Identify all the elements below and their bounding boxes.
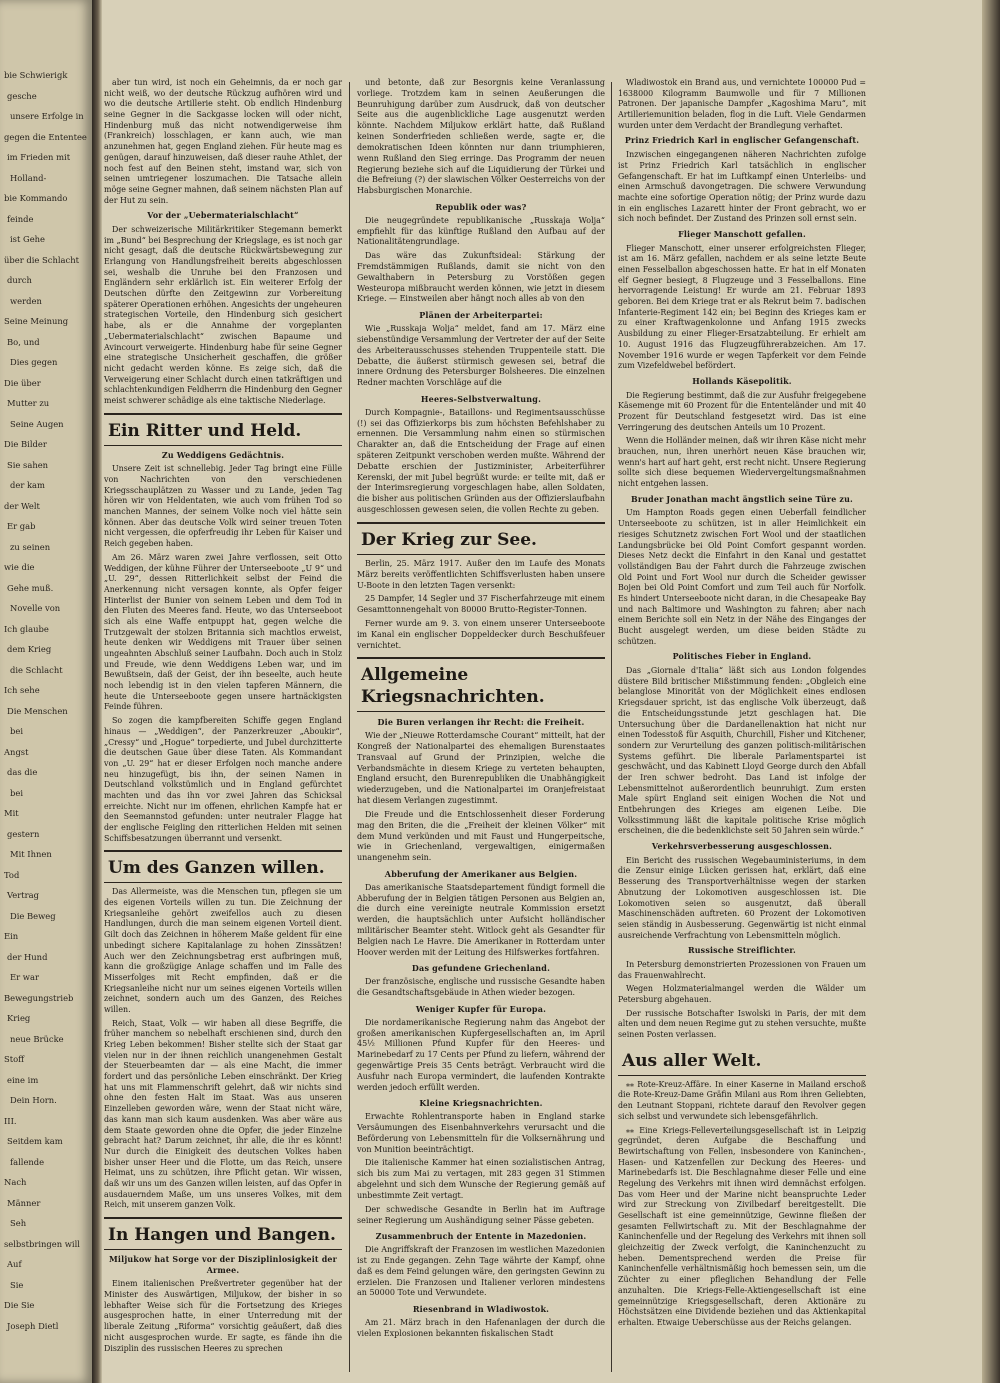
fragment-text: Die über <box>4 377 41 388</box>
article-headline: In Hangen und Bangen. <box>104 1217 342 1250</box>
fragment-text: neue Brücke <box>10 1033 64 1044</box>
fragment-text: Joseph Dietl <box>7 1320 59 1331</box>
fragment-text: dem Krieg <box>7 644 52 654</box>
fragment-text: Er war <box>10 972 39 982</box>
paragraph: Wegen Holzmaterialmangel werden die Wälder um Petersburg abgehauen. <box>618 984 866 1004</box>
fragment-text: Nach <box>4 1177 27 1187</box>
fragment-text: Die Beweg <box>10 910 56 921</box>
fragment-text: Tod <box>4 869 20 880</box>
paragraph: Die neugegründete republikanische „Russkaja Wolja“ empfiehlt für das künftige Rußland den Aufbau auf der Nationalitätengrundlage. <box>357 215 605 247</box>
fragment-text: bie Kommando <box>4 193 68 203</box>
fragment-text: die Schlacht <box>10 664 63 675</box>
paragraph: Der russische Botschafter Iswolski in Paris, der mit dem alten und dem neuen Regime gut zu stehen versuchte, mußte seinen Posten verlassen. <box>618 1008 866 1040</box>
paragraph: Reich, Staat, Volk — wir haben all diese Begriffe, die früher manchem so nebelhaft erschienen sind, durch den Krieg Leben bekommen! Bisher stellte sich der Staat gar vielen nur in der ihnen reichlich unangenehmen Gestalt der Steuerbeamten dar — als eine Macht, die immer fordert und das persönliche Leben einschränkt. Der Krieg hat uns mit Flammenschrift gelehrt, daß wir nichts sind ohne den festen Halt im Staat. Was aus unseren Einzelleben geworden wäre, wenn der Staat nicht wäre, das kann man sich kaum ausdenken. Was aber wäre aus dem Staate geworden ohne die Opfer, die jeder Einzelne gebracht hat? Darum zeichnet, ihr alle, die ihr es könnt! Nur durch die Einigkeit des deutschen Volkes haben bisher unser Heer und die Flotte, um das Reich, unsere Heimat, uns zu schützen, ihre Pflicht getan. Wir wissen, daß wir uns um des Ganzen willen leisten, auf das Opfer in ausdauerndem Maße, um uns unseres Volkes, mit dem Reich, mit unserem ganzen Volk. <box>104 1018 342 1210</box>
paragraph: Wenn die Holländer meinen, daß wir ihren Käse nicht mehr brauchen, nun, ihren unerhört neuen Käse brauchen wir, wenn's hart auf hart geht, erst recht nicht. Unsere Regierung sollte sich diese bequemen Wiedervergeltungsmaßnahmen nicht entgehen lassen. <box>618 436 866 489</box>
article-headline: Aus aller Welt. <box>618 1047 866 1076</box>
subheading: Heeres-Selbstverwaltung. <box>420 393 542 404</box>
fragment-text: eine im <box>7 1074 39 1085</box>
subheading: Hollands Käsepolitik. <box>692 376 792 386</box>
subheading: Miljukow hat Sorge vor der Disziplinlosigkeit der Armee. <box>108 1255 338 1275</box>
page-gutter <box>92 0 102 1383</box>
fragment-text: Sie sahen <box>7 459 49 470</box>
fragment-text: Angst <box>4 746 29 757</box>
fragment-text: III. <box>4 1115 17 1126</box>
paragraph: Das „Giornale d'Italia“ läßt sich aus London folgendes düstere Bild britischer Mißstimmung fenden: „Obgleich eine belanglose Minorität von der Möglichkeit eines endlosen Kriegsdauer spricht, ist das englische Volk überzeugt, daß die Entscheidungsstunde jetzt geschlagen hat. Die Untersuchung über die Dardanellenaktion hat nicht nur einen Todesstoß für Asquith, Churchill, Fisher und Kitchener, sondern zur Verurteilung des ganzen politisch-militärischen Systems geführt. Die liberale Parlamentspartei ist geschwächt, und das Kabinett Lloyd George durch den Abfall der Iren schwer bedroht. Das Land ist infolge der Lebensmittelnot außerordentlich beunruhigt. Zum ersten Male spürt England seit einigen Wochen die Not und Entbehrungen des Krieges am eigenen Leibe. Die Volksstimmung läßt die kapitale politische Krise möglich erscheinen, die die bedenklichste seit 50 Jahren sein würde.“ <box>618 666 866 836</box>
paragraph: Der französische, englische und russische Gesandte haben die Gesandtschaftsgebäude in Athen wieder bezogen. <box>357 977 605 998</box>
fragment-text: Novelle von <box>10 603 61 613</box>
fragment-text: der Hund <box>7 951 48 962</box>
paragraph: Um Hampton Roads gegen einen Ueberfall feindlicher Unterseeboote zu schützen, ist in aller Heimlichkeit ein riesiges Schutznetz zwischen Fort Wool und der staatlichen Landungsbrücke bei Old Point Comfort gespannt worden. Dieses Netz deckt die Einfahrt in den Kanal und gestattet vollständigen Bau der Fahrt durch die Fahrzeuge zwischen Old Point und Fort Wool nur durch die Scheider gewisser Bojen bei Old Point Comfort und zum Teil auch für Norfolk. Es hindert Unterseeboote nicht daran, in die Chesapeake Bay und nach Baltimore und Washington zu fahren; aber nach einem Berichte soll ein Netz in der Nähe des Einganges der Bucht ausgelegt werden, um diese beiden Städte zu schützen. <box>618 508 866 646</box>
page-edge-right <box>982 0 1000 1383</box>
fragment-text: Er gab <box>7 521 36 531</box>
fragment-text: zu seinen <box>10 541 51 552</box>
article-headline: Um des Ganzen willen. <box>104 850 342 883</box>
paragraph: Am 26. März waren zwei Jahre verflossen, seit Otto Weddigen, der kühne Führer der Unterseeboote „U 9“ und „U. 29“, dessen Ritterlichkeit selbst der Feind die Anerkennung nicht versagen konnte, als Opfer feiger Hinterlist der Bunier von seinem Leben und dem Tod in den Fluten des Meeres fand. Heute, wo das Unterseeboot sich als eine Waffe entpuppt hat, gegen welche die Trutzgewalt der stolzen Britannia sich machtlos erweist, heute denken wir Weddigens mit Trauer über seinen ungeahnten Abschluß seiner Laufbahn. Doch auch in Stolz und Freude, wie denn Weddigens Leben war, und im Bewußtsein, daß der Geist, der ihn beseelte, auch heute noch lebendig ist in den vielen tapferen Männern, die heute die Unterseeboote gegen unsere hartnäckigsten Feinde führen. <box>104 552 342 712</box>
fragment-text: das die <box>7 767 38 777</box>
subheading: Weniger Kupfer für Europa. <box>415 1003 547 1014</box>
fragment-text: bei <box>10 787 23 798</box>
paragraph: So zogen die kampfbereiten Schiffe gegen England hinaus — „Weddigen“, der Panzerkreuzer „Aboukir“, „Cressy“ und „Hogue“ torpedierte, und Jubel durchzitterte die deutschen Gaue über diese Taten. Als Kommandant von „U. 29“ hat er dieser Erfolgen noch manche andere neu hinzugefügt, bis ihn, der seinen Namen in Deutschland volkstümlich und in England gefürchtet machten und das ihn vor zwei Jahren das Schicksal erreichte. Nicht nur im offenen, ehrlichen Kampfe hat er den Seemannstod gefunden: unter neutraler Flagge hat der englische Feigling den ritterlichen Helden mit seinen Schiffsbesatzungen überrannt und versenkt. <box>104 716 342 843</box>
paragraph: Wie „Russkaja Wolja“ meldet, fand am 17. März eine siebenstündige Versammlung der Vertreter der auf der Seite des Arbeiterausschusses stehenden Truppenteile statt. Die Debatte, die äußerst stürmisch gewesen sei, betraf die innere Ordnung des Petersburger Bolsheeres. Die einzelnen Redner machten Vorschläge auf die <box>357 324 605 388</box>
subheading: Riesenbrand in Wladiwostok. <box>412 1304 550 1315</box>
paragraph: Das Allermeiste, was die Menschen tun, pflegen sie um des eigenen Vorteils willen zu tun. Die Zeichnung der Kriegsanleihe gehört zweifellos auch zu diesen Handlungen, durch die man seinem eigenen Vorteil dient. Gilt doch das Zeichnen in höherem Maße geldent für eine unbedingt sichere Kapitalanlage zu hohen Zinssätzen! Auch wer den Zeichnungsbetrag erst aufbringen muß, kann die großzügige Anlage schaffen und im Falle des Misserfolges mit Recht empfinden, daß er die Kriegsanleihe nicht nur um seines eigenen Vorteils willen zeichnet, sondern auch um des Ganzen, des Reiches willen. <box>104 887 342 1014</box>
column-3 <box>618 78 866 1332</box>
subheading: Prinz Friedrich Karl in englischer Gefangenschaft. <box>624 136 860 146</box>
fragment-text: durch <box>7 275 32 285</box>
fragment-text: feinde <box>7 213 34 224</box>
fragment-text: ist Gehe <box>10 234 46 244</box>
paragraph: Unsere Zeit ist schnellebig. Jeder Tag bringt eine Fülle von Nachrichten von den verschiedenen Kriegsschauplätzen zu Wasser und zu Lande, jeden Tag hören wir von Heldentaten, wie auch vom frühen Tod so manchen Mannes, der seinem Volke noch viel hätte sein können. Aber das deutsche Volk wird seiner treuen Toten nicht vergessen, die opferfreudig ihr Leben für Kaiser und Reich gegeben haben. <box>104 464 342 549</box>
paragraph: Am 21. März brach in den Hafenanlagen der durch die vielen Explosionen bekannten fiskalischen Stadt <box>357 1318 605 1338</box>
paragraph: Die nordamerikanische Regierung nahm das Angebot der großen amerikanischen Kupfergesellschaften an, im April 45½ Millionen Pfund Kupfer für den Heeres- und Marinebedarf zu 17 Cents per Pfund zu liefern, während der gegenwärtige Preis 35 Cents beträgt. Verbraucht wird die Ausfuhr nach Europa vermindert, die laufenden Kontrakte werden jedoch erfüllt werden. <box>357 1017 605 1092</box>
subheading: Zu Weddigens Gedächtnis. <box>161 450 285 460</box>
subheading: Bruder Jonathan macht ängstlich seine Türe zu. <box>630 494 853 504</box>
paragraph: Ein Bericht des russischen Wegebauministeriums, in dem die Zensur einige Lücken gerissen hat, erklärt, daß eine Besserung des Transportverhältnisse wegen der starken Abnutzung der Lokomotiven ausgeschlossen ist. Die Lokomotiven seien so ausgenutzt, daß überall Maschinenschäden auftreten. 60 Prozent der Lokomotiven seien ständig in Ausbesserung. Gegenwärtig ist nicht einmal ausreichende Verfrachtung von Lebensmitteln möglich. <box>618 855 866 940</box>
paragraph: Berlin, 25. März 1917. Außer den im Laufe des Monats März bereits veröffentlichten Schiffsverlusten haben unsere U-Boote in den letzten Tagen versenkt: <box>357 558 605 590</box>
paragraph: Die Angriffskraft der Franzosen im westlichen Mazedonien ist zu Ende gegangen. Zehn Tage währte der Kampf, ohne daß es dem Feind gelungen wäre, den geringsten Gewinn zu erzielen. Die Franzosen und Italiener verloren mindestens an 50000 Tote und Verwundete. <box>357 1245 605 1298</box>
paragraph: ⁎⁎ Eine Kriegs-Felleverteilungsgesellschaft ist in Leipzig gegründet, deren Aufgabe die Beschaffung und Bewirtschaftung von Fellen, insbesondere von Kaninchen-, Hasen- und Katzenfellen zur Deckung des Heeres- und Marinebedarfs ist. Die Beschlagnahme dieser Felle und eine Regelung des Verkehrs mit ihnen wird demnächst erfolgen. Das vom Heer und der Marine nicht beanspruchte Leder wird zur Streckung von Zivilbedarf bereitgestellt. Die Gesellschaft ist eine gemeinnützige, Gewinne fließen der gesamten Fellwirtschaft zu. Mit der Beschlagnahme der Kaninchenfelle und der Regelung des Verkehrs mit ihnen soll gleichzeitig der Zweck verfolgt, die Kaninchenzucht zu heben. Dementsprechend werden die Preise für Kaninchenfelle verhältnismäßig hoch bemessen sein, um die Züchter zu einer pfleglichen Behandlung der Felle anzuhalten. Die Kriegs-Felle-Aktiengesellschaft ist eine gemeinnützige Kriegsgesellschaft, deren Aktionäre zu Höchstsätzen eine Dividende beziehen und das Aktienkapital erhalten. Etwaige Ueberschüsse aus der Reichs gelangen. <box>618 1125 866 1327</box>
subheading: Flieger Manschott gefallen. <box>678 229 806 239</box>
paragraph: und betonte, daß zur Besorgnis keine Veranlassung vorliege. Trotzdem kam in seinen Aeußerungen die Beunruhigung darüber zum Ausdruck, daß von deutscher Seite aus die augenblickliche Lage ausgenutzt werden könnte. Nachdem Miljukow erklärt hatte, daß Rußland keinen Sonderfrieden schließen werde, sagte er, die demokratischen Ideen könnten nur dann triumphieren, wenn Rußland den Sieg erringe. Das Programm der neuen Regierung beziehe sich auf die Liquidierung der Türkei und die Befreiung (?) der slawischen Völker Oesterreichs von der Habsburgischen Monarchie. <box>357 78 605 196</box>
fragment-text: gestern <box>7 828 40 839</box>
paragraph: Das amerikanische Staatsdepartement fündigt formell die Abberufung der in Belgien tätigen Personen aus Belgien an, die durch eine vereinigte neutrale Kommission ersetzt werden, die hauptsächlich unter Aufsicht holländischer militärischer Beamter steht. Witlock geht als Gesandter für Belgien nach Le Havre. Die Amerikaner in Rotterdam unter Hoover werden mit der Leitung des Hilfswerkes fortfahren. <box>357 882 605 957</box>
paragraph: Einem italienischen Preßvertreter gegenüber hat der Minister des Auswärtigen, Miljukow, der bisher in so lebhafter Weise sich für die Fortsetzung des Krieges ausgesprochen hatte, in einer Unterredung mit der liberale Zeitung „Riforma“ vorsichtig geäußert, daß dies nicht ausgesprochen wurde. Er sagte, es fände ihn die Disziplin des russischen Heeres zu sprechen <box>104 1279 342 1353</box>
paragraph: Wie der „Nieuwe Rotterdamsche Courant“ mitteilt, hat der Kongreß der Nationalpartei des ehemaligen Burenstaates Transvaal auf Grund der Prinzipien, welche die Verbandsmächte in diesem Kriege zu verteten behaupten, England ersucht, den Burenrepubliken die Unabhängigkeit wiederzugeben, und die Nationalpartei im Oranjefreistaat hat diesem Verlangen zugestimmt. <box>357 731 605 806</box>
fragment-text: Ich sehe <box>4 685 40 695</box>
fragment-text: der Welt <box>4 500 40 511</box>
subheading: Politisches Fieber in England. <box>672 652 812 662</box>
fragment-text: wie die <box>4 562 35 572</box>
column-2 <box>357 78 605 1343</box>
column-1 <box>104 78 342 1357</box>
fragment-text: Ich glaube <box>4 623 49 634</box>
article-headline: Allgemeine Kriegsnachrichten. <box>357 657 605 712</box>
fragment-text: unsere Erfolge in <box>10 111 84 121</box>
fragment-text: gesche <box>7 90 37 101</box>
paragraph: 25 Dampfer, 14 Segler und 37 Fischerfahrzeuge mit einem Gesamttonnengehalt von 80000 Brutto-Register-Tonnen. <box>357 594 605 615</box>
fragment-text: selbstbringen will <box>4 1238 80 1249</box>
fragment-text: Dein Horn. <box>10 1095 57 1105</box>
fragment-text: Seitdem kam <box>7 1136 63 1146</box>
column-rule <box>611 82 612 1372</box>
fragment-text: gegen die Ententee <box>4 131 87 142</box>
previous-page-edge <box>0 0 92 1383</box>
fragment-text: Mit <box>4 808 19 818</box>
fragment-text: Stoff <box>4 1054 25 1064</box>
fragment-text: Dies gegen <box>10 357 58 367</box>
fragment-text: Mit Ihnen <box>10 849 52 859</box>
subheading: Plänen der Arbeiterpartei: <box>419 310 543 321</box>
column-rule <box>349 82 350 1372</box>
paragraph: Erwachte Rohlentransporte haben in England starke Versäumungen des Eisenbahnverkehrs verursacht und die Beförderung von Lebensmitteln für die Volksernährung und von Munition beeinträchtigt. <box>357 1112 605 1154</box>
fragment-text: Bo, und <box>7 336 40 347</box>
paragraph: Ferner wurde am 9. 3. von einem unserer Unterseeboote im Kanal ein englischer Doppeldecker durch Beschußfeuer vernichtet. <box>357 618 605 650</box>
fragment-text: der kam <box>10 480 45 490</box>
subheading: Zusammenbruch der Entente in Mazedonien. <box>375 1231 587 1242</box>
fragment-text: Ein <box>4 931 19 941</box>
paragraph: Der schweizerische Militärkritiker Stegemann bemerkt im „Bund“ bei Besprechung der Kriegslage, es ist noch gar nicht gesagt, daß die deutsche Rückwärtsbewegung zur Erlangung von Handlungsfreiheit bereits abgeschlossen sei, weshalb die Unruhe bei den Franzosen und Engländern sehr erklärlich ist. Ein weiterer Erfolg der Deutschen dürfte den Zeitgewinn zur Vorbereitung späterer Operationen erhöhen. Angesichts der ungeheuren strategischen Vorteile, den Hindenburg sich gesichert habe, als er die Annahme der vorgeplanten „Uebermaterialschlacht“ zwischen Bapaume und Avincourt verweigerte. Hindenburg habe für seine Gegner eine strategische Unsicherheit geschaffen, die größer nicht gedacht werden könne. Es zeige sich, daß die Verweigerung einer Schlacht durch einen tatkräftigen und schlachtenkundigen Feldherrn die Hindenburg den Gegner meist schwerer schädige als eine taktische Niederlage. <box>104 224 342 405</box>
article-headline: Ein Ritter und Held. <box>104 413 342 446</box>
paragraph: Flieger Manschott, einer unserer erfolgreichsten Flieger, ist am 16. März gefallen, nachdem er als seine letzte Beute einen Fesselballon abgeschossen hatte. Er hat in elf Monaten elf Gegner besiegt, 8 Flugzeuge und 3 Fesselballons. Eine hervorragende Leistung! Er wurde am 21. Februar 1893 geboren. Bei dem Kriege trat er als Rekrut beim 7. badischen Infanterie-Regiment 142 ein; bei Beginn des Krieges kam er zu einer Kraftwagenkolonne und Anfang 1915 zwecks Ausbildung zu einer Flieger-Ersatzabteilung. Er erhielt am 10. August 1916 das Flugzeugführerabzeichen. Am 17. November 1916 wurde er wegen Tapferkeit vor dem Feinde zum Vizefeldwebel befördert. <box>618 243 866 371</box>
fragment-text: Die Sie <box>4 1300 35 1310</box>
fragment-text: Mutter zu <box>7 398 50 408</box>
fragment-text: Seine Augen <box>10 418 64 429</box>
subheading: Russische Streiflichter. <box>687 946 797 956</box>
fragment-text: Holland- <box>10 172 47 183</box>
fragment-text: Seh <box>10 1218 27 1228</box>
paragraph: aber tun wird, ist noch ein Geheimnis, da er noch gar nicht weiß, wo der deutsche Rückzug aufhören wird und wo die deutsche Artillerie steht. Ob endlich Hindenburg seine Gegner in die Sackgasse locken will oder nicht, Hindenburg muß das nicht notwendigerweise ihm (Frankreich) losschlagen, er kann auch, wie man anzunehmen hat, gegen England ziehen. Für heute mag es genügen, darauf hinzuweisen, daß dieser rauhe Athlet, der noch fest auf den Beinen steht, imstand war, sich von seinen umtriegener loszumachen. Die Tatsache allein möge seine Gegner mahnen, daß seinem nächsten Plan auf der Hut zu sein. <box>104 78 342 205</box>
fragment-text: Gehe muß. <box>7 582 54 593</box>
subheading: Abberufung der Amerikaner aus Belgien. <box>384 868 578 879</box>
paragraph: Die italienische Kammer hat einen sozialistischen Antrag, sich bis zum Mai zu vertagen, mit 283 gegen 31 Stimmen abgelehnt und sich dem Wunsche der Regierung gemäß auf unbestimmte Zeit vertagt. <box>357 1158 605 1200</box>
subheading: Republik oder was? <box>435 201 527 212</box>
fragment-text: Die Bilder <box>4 439 47 449</box>
fragment-text: fallende <box>10 1156 45 1167</box>
paragraph: Durch Kompagnie-, Bataillons- und Regimentsausschüsse (!) sei das Offizierkorps bis zum höchsten Befehlshaber zu ernennen. Die Versammlung nahm einen so stürmischen Charakter an, daß die Entscheidung der Frage auf einen späteren Zeitpunkt verschoben werden mußte. Während der Debatte erschien der Justizminister, Arbeiterführer Kerenski, der mit Jubel begrüßt wurde: er teilte mit, daß er der Interimsregierung vorgeschlagen habe, allen Soldaten, die bisher aus politischen Gründen aus der Offizierslaufbahn ausgeschlossen gewesen seien, die vollen Rechte zu geben. <box>357 407 605 515</box>
subheading: Die Buren verlangen ihr Recht: die Freiheit. <box>377 717 585 728</box>
fragment-text: Auf <box>7 1259 22 1269</box>
subheading: Das gefundene Griechenland. <box>411 963 551 974</box>
fragment-text: Sie <box>10 1279 24 1290</box>
fragment-text: im Frieden mit <box>7 152 71 162</box>
fragment-text: Krieg <box>7 1013 31 1023</box>
fragment-text: Männer <box>7 1197 41 1208</box>
subheading: Vor der „Uebermaterialschlacht“ <box>147 211 299 221</box>
subheading: Kleine Kriegsnachrichten. <box>419 1098 543 1109</box>
fragment-text: werden <box>10 295 42 306</box>
fragment-text: über die Schlacht <box>4 254 79 265</box>
fragment-text: Bewegungstrieb <box>4 992 74 1003</box>
paragraph: Inzwischen eingegangenen näheren Nachrichten zufolge ist Prinz Friedrich Karl tatsächlich in englischer Gefangenschaft. Er hat im Luftkampf einen Unterleibs- und einen Armschuß davongetragen. Die schwere Verwundung machte eine sofortige Operation nötig; der Prinz wurde dazu in ein englisches Lazarett hinter der Front gebracht, wo er sich noch befindet. Der Zustand des Prinzen soll ernst sein. <box>618 150 866 224</box>
paragraph: In Petersburg demonstrierten Prozessionen von Frauen um das Frauenwahlrecht. <box>618 959 866 980</box>
fragment-text: Die Menschen <box>7 705 68 716</box>
paragraph: ⁎⁎ Rote-Kreuz-Affäre. In einer Kaserne in Mailand erschoß die Rote-Kreuz-Dame Gräfin Milani aus Rom ihren Geliebten, den Leutnant Stoppani, richtete darauf den Revolver gegen sich selbst und verwundete sich lebensgefährlich. <box>618 1079 866 1121</box>
paragraph: Der schwedische Gesandte in Berlin hat im Auftrage seiner Regierung um Aushändigung seiner Pässe gebeten. <box>357 1204 605 1225</box>
subheading: Verkehrsverbesserung ausgeschlossen. <box>651 842 833 852</box>
paragraph: Das wäre das Zukunftsideal: Stärkung der Fremdstämmigen Rußlands, damit sie nicht von den Gewalthabern in Petersburg zu Vorstößen gegen Westeuropa mißbraucht werden können, wie jetzt in diesem Kriege. — Einstweilen aber hängt noch alles ab von den <box>357 251 605 304</box>
paragraph: Wladiwostok ein Brand aus, und vernichtete 100000 Pud = 1638000 Kilogramm Baumwolle und für 7 Millionen Patronen. Der japanische Dampfer „Kagoshima Maru“, mit Artilleriemunition beladen, flog in die Luft. Viele Gendarmen wurden unter dem Verdacht der Brandlegung verhaftet. <box>618 78 866 130</box>
paragraph: Die Freude und die Entschlossenheit dieser Forderung mag den Briten, die die „Freiheit der kleinen Völker“ mit dem Mund verkünden und mit Faust und Hungerpeitsche, wie in Griechenland, vergewaltigen, einigermaßen unangenehm sein. <box>357 809 605 863</box>
fragment-text: Seine Meinung <box>4 316 69 326</box>
paragraph: Die Regierung bestimmt, daß die zur Ausfuhr freigegebene Käsemenge mit 60 Prozent für die Ententeländer und mit 40 Prozent für Deutschland festgesetzt wird. Das ist eine Verringerung des deutschen Anteils um 10 Prozent. <box>618 390 866 432</box>
fragment-text: Vertrag <box>7 890 39 900</box>
fragment-text: bie Schwierigk <box>4 70 68 80</box>
article-headline: Der Krieg zur See. <box>357 522 605 555</box>
fragment-text: bei <box>10 726 23 736</box>
